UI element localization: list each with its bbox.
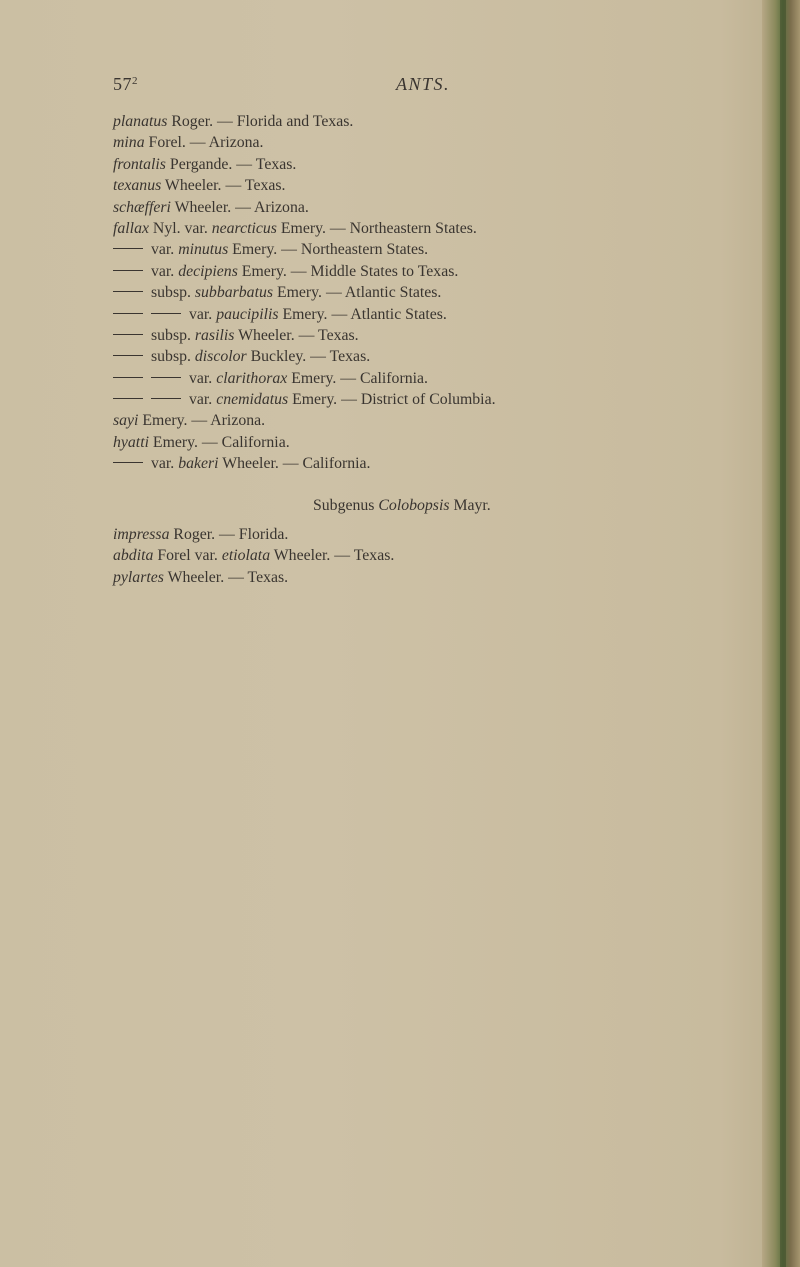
list-item: [113, 197, 753, 218]
list-item: [113, 154, 753, 175]
list-item: [113, 325, 753, 346]
ditto-dash: [113, 248, 143, 249]
author-locality: Emery. — California.: [148, 433, 290, 451]
ditto-dash: [151, 377, 181, 378]
taxon-name: bakeri: [178, 455, 219, 473]
author-locality: Wheeler. — Texas.: [163, 568, 289, 586]
author-locality: Emery. — Arizona.: [138, 412, 266, 430]
rank-prefix: subsp.: [151, 326, 195, 344]
list-item: [113, 261, 753, 282]
page-edge-binding: [780, 0, 786, 1267]
list-item: [113, 175, 753, 196]
taxon-name: nearcticus: [211, 219, 277, 237]
ditto-dash: [151, 313, 181, 314]
species-list-colobopsis: [113, 524, 753, 588]
author-locality: Wheeler. — California.: [218, 455, 371, 473]
page-header: [0, 74, 800, 98]
rank-prefix: var.: [189, 391, 217, 409]
rank-prefix: var.: [151, 455, 179, 473]
list-item: [113, 432, 753, 453]
ditto-dash: [113, 334, 143, 335]
list-item: [113, 524, 753, 545]
ditto-dash: [113, 270, 143, 271]
taxon-name: schæfferi: [113, 198, 171, 216]
taxon-name: impressa: [113, 526, 170, 544]
list-item: [113, 111, 753, 132]
running-title: ANTS.: [396, 74, 451, 94]
taxon-name: frontalis: [113, 155, 166, 173]
ditto-dash: [151, 398, 181, 399]
taxon-name: etiolata: [221, 547, 271, 565]
author-locality: Nyl. var.: [148, 219, 212, 237]
list-item: [113, 132, 753, 153]
list-item: [113, 389, 753, 410]
author-locality: Forel var.: [153, 547, 222, 565]
author-locality: Roger. — Florida and Texas.: [167, 113, 354, 130]
taxon-name: paucipilis: [216, 305, 279, 323]
taxon-name: discolor: [194, 348, 247, 366]
rank-prefix: subsp.: [151, 348, 195, 366]
taxon-name: planatus: [113, 113, 168, 130]
rank-prefix: subsp.: [151, 284, 195, 302]
list-item: [113, 218, 753, 239]
taxon-name: minutus: [178, 241, 229, 259]
taxon-name: rasilis: [194, 326, 235, 344]
rank-prefix: var.: [189, 369, 217, 387]
author-locality: Buckley. — Texas.: [246, 348, 371, 366]
author-locality: Wheeler. — Texas.: [270, 547, 395, 565]
species-list-camponotus: [113, 111, 753, 475]
list-item: [113, 368, 753, 389]
author-locality: Emery. — District of Columbia.: [288, 391, 496, 409]
author-locality: Emery. — Northeastern States.: [228, 241, 429, 259]
subgenus-heading: Subgenus Colobopsis Mayr.: [313, 496, 491, 514]
author-locality: Wheeler. — Texas.: [234, 326, 359, 344]
ditto-dash: [113, 313, 143, 314]
rank-prefix: var.: [151, 262, 179, 280]
list-item: [113, 453, 753, 474]
list-item: [113, 282, 753, 303]
author-locality: Emery. — California.: [287, 369, 428, 387]
list-item: [113, 545, 753, 566]
species-list: [113, 111, 753, 588]
taxon-name: clarithorax: [216, 369, 288, 387]
taxon-name: sayi: [113, 412, 139, 430]
author-locality: Wheeler. — Texas.: [161, 177, 286, 195]
author-locality: Roger. — Florida.: [169, 526, 289, 544]
list-item: [113, 567, 753, 588]
ditto-dash: [113, 398, 143, 399]
taxon-name: cnemidatus: [216, 391, 289, 409]
author-locality: Emery. — Atlantic States.: [273, 284, 442, 302]
taxon-name: subbarbatus: [194, 284, 274, 302]
list-item: [113, 239, 753, 260]
ditto-dash: [113, 291, 143, 292]
taxon-name: mina: [113, 134, 145, 152]
ditto-dash: [113, 377, 143, 378]
taxon-name: hyatti: [113, 433, 149, 451]
rank-prefix: var.: [189, 305, 217, 323]
ditto-dash: [113, 462, 143, 463]
author-locality: Emery. — Northeastern States.: [276, 219, 477, 237]
page-number: $57^2$: [113, 74, 138, 94]
taxon-name: abdita: [113, 547, 154, 565]
taxon-name: pylartes: [113, 568, 164, 586]
author-locality: Emery. — Middle States to Texas.: [237, 262, 459, 280]
list-item: [113, 346, 753, 367]
author-locality: Emery. — Atlantic States.: [278, 305, 447, 323]
taxon-name: fallax: [113, 219, 149, 237]
rank-prefix: var.: [151, 241, 179, 259]
taxon-name: decipiens: [178, 262, 238, 280]
ditto-dash: [113, 355, 143, 356]
author-locality: Forel. — Arizona.: [144, 134, 264, 152]
taxon-name: texanus: [113, 177, 162, 195]
author-locality: Wheeler. — Arizona.: [170, 198, 309, 216]
list-item: [113, 410, 753, 431]
list-item: [113, 304, 753, 325]
author-locality: Pergande. — Texas.: [165, 155, 297, 173]
